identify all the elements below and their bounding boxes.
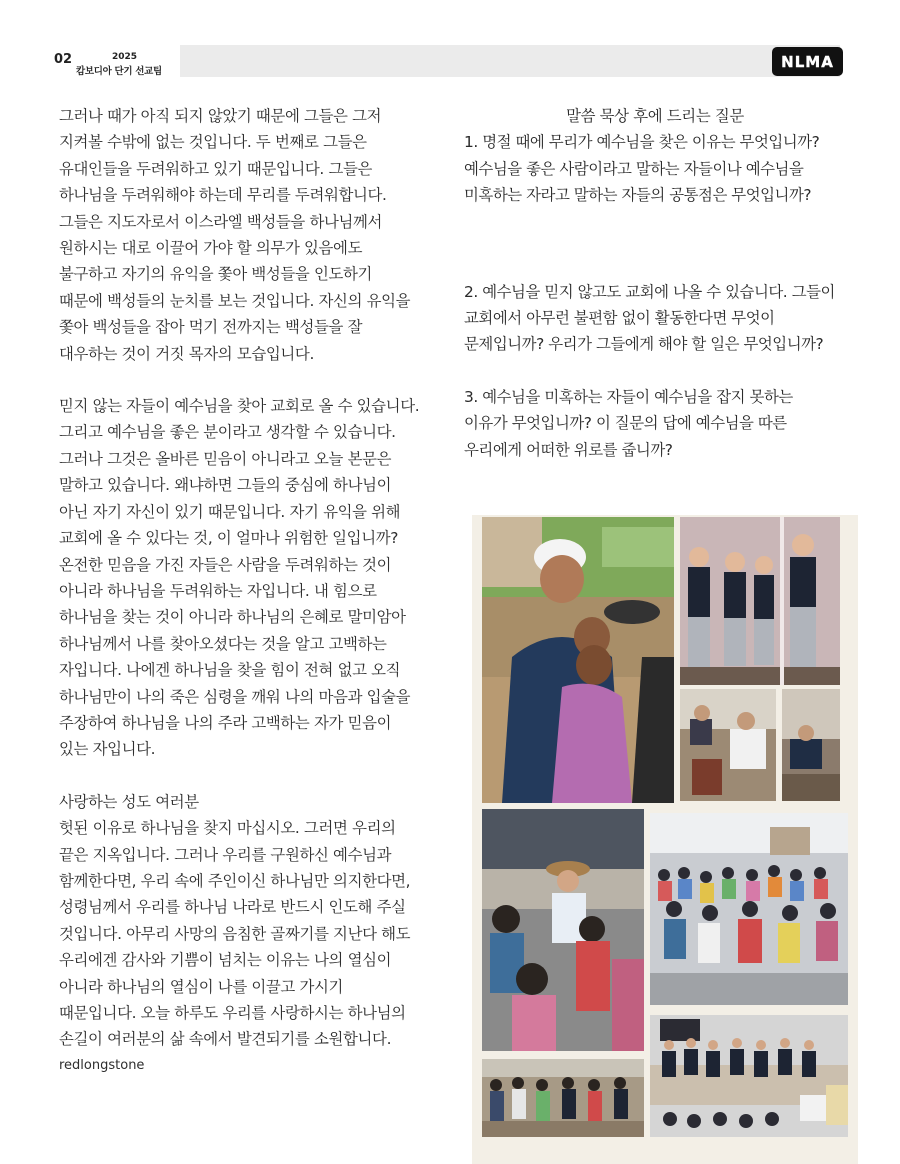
photo-sitting-group [782, 689, 840, 801]
header-title: 캄보디아 단기 선교팀 [76, 66, 162, 77]
photo-kids-in-hall [650, 813, 848, 1005]
question-1: 1. 명절 때에 무리가 예수님을 찾은 이유는 무엇입니까? 예수님을 좋은 사람이라고 말하는 자들이나 예수님을 미혹하는 자라고 말하는 자들의 공통점은 무엇입니까? [464, 133, 820, 205]
question-2: 2. 예수님을 믿지 않고도 교회에 나올 수 있습니다. 그들이 교회에서 아무런 불편함 없이 활동한다면 무엇이 문제입니까? 우리가 그들에게 해야 할 일은 무엇입니까? [464, 282, 835, 354]
photo-medical-care [680, 689, 776, 801]
header-bar [180, 45, 840, 77]
question-3: 3. 예수님을 미혹하는 자들이 예수님을 잡지 못하는 이유가 무엇입니까? 이 질문의 답에 예수님을 따른 우리에게 어떠한 위로를 줍니까? [464, 387, 793, 459]
photo-missionary-with-child [482, 517, 674, 803]
sermon-paragraph-3: 사랑하는 성도 여러분 헛된 이유로 하나님을 찾지 마십시오. 그러면 우리의 끝은 지옥입니다. 그러나 우리를 구원하신 예수님과 함께한다면, 우리 속에 주인이신 하나님만 의지한다면, 성령님께서 우리를 하나님 나라로 반드시 인도해 주실 것입니다. 아무리 사망의 음침한 골짜기를 지난다 해도 우리에겐 감사와 기쁨이 넘치는 이유는 나의 열심이 아니라 하나님의 열심이 나를 이끌고 가시기 때문입니다. 오늘 하루도 우리를 사랑하시는 하나님의 손길이 여러분의 삶 속에서 발견되기를 소원합니다. [59, 792, 411, 1049]
photo-team-on-stage [680, 517, 840, 685]
page-number: 02 [54, 52, 73, 67]
header-year: 2025 [112, 52, 138, 62]
questions-title: 말씀 묵상 후에 드리는 질문 [566, 107, 744, 125]
photo-parachute-game [482, 1059, 644, 1137]
photo-children-activity [482, 809, 644, 1051]
sermon-paragraph-1: 그러나 때가 아직 되지 않았기 때문에 그들은 그저 지켜볼 수밖에 없는 것입니다. 두 번째로 그들은 유대인들을 두려워하고 있기 때문입니다. 그들은 하나님을 두려워해야 하는데 무리를 두려워합니다. 그들은 지도자로서 이스라엘 백성들을 하나님께서 원하시는 대로 이끌어 가야 할 의무가 있음에도 불구하고 자기의 유익을 쫓아 백성들을 인도하기 때문에 백성들의 눈치를 보는 것입니다. 자신의 유익을 쫓아 백성들을 잡아 먹기 전까지는 백성들을 잘 대우하는 것이 거짓 목자의 모습입니다. [59, 107, 411, 363]
photo-team-performance [650, 1015, 848, 1137]
sermon-paragraph-2: 믿지 않는 자들이 예수님을 찾아 교회로 올 수 있습니다. 그리고 예수님을 좋은 분이라고 생각할 수 있습니다. 그러나 그것은 올바른 믿음이 아니라고 오늘 본문은 말하고 있습니다. 왜냐하면 그들의 중심에 하나님이 아닌 자기 자신이 있기 때문입니다. 자기 유익을 위해 교회에 올 수 있다는 것, 이 얼마나 위험한 일입니까? 온전한 믿음을 가진 자들은 사람을 두려워하는 것이 아니라 하나님을 두려워하는 자입니다. 내 힘으로 하나님을 찾는 것이 아니라 하나님의 은혜로 말미암아 하나님께서 나를 찾아오셨다는 것을 알고 고백하는 자입니다. 나에겐 하나님을 찾을 힘이 전혀 없고 오직 하나님만이 나의 죽은 심령을 깨워 나의 마음과 입술을 주장하여 하나님을 나의 주라 고백하는 자가 믿음이 있는 자입니다. [59, 397, 420, 759]
author-signature: redlongstone [59, 1057, 145, 1073]
photo-collage [472, 515, 858, 1164]
nlma-logo [772, 47, 843, 76]
logo-text: NLMA [781, 52, 834, 71]
questions-column [464, 103, 876, 463]
sermon-column [59, 103, 455, 1079]
